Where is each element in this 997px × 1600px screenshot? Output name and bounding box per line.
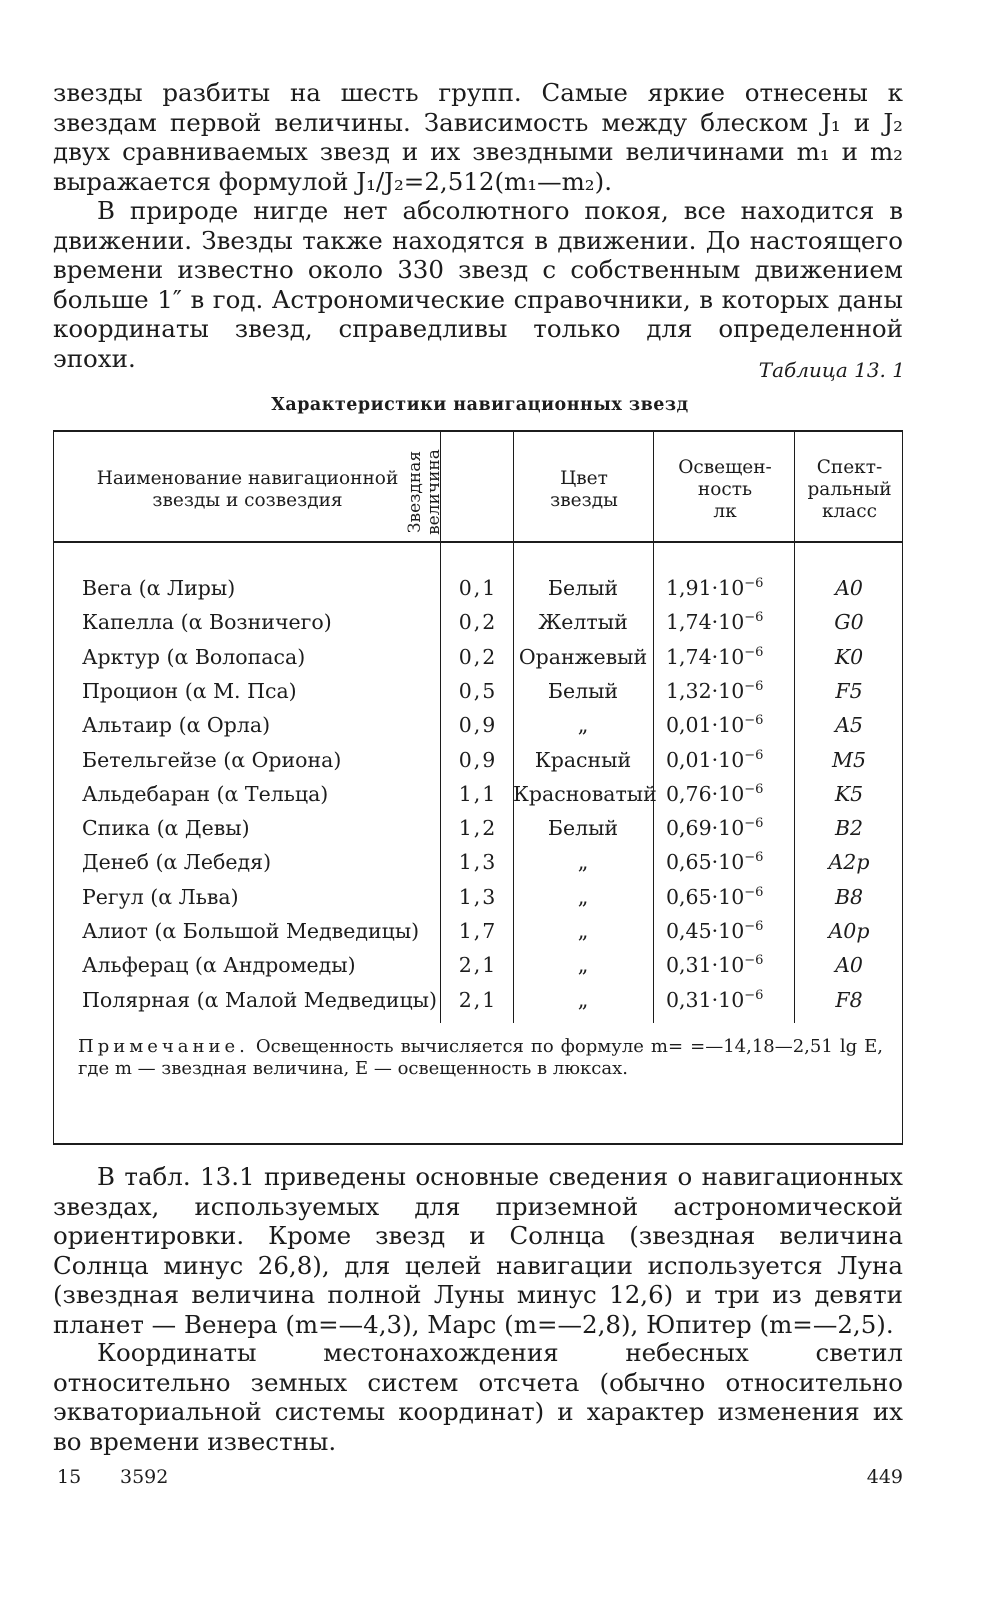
table-top-rule: [53, 430, 903, 432]
illuminance-exponent: −6: [744, 850, 764, 866]
star-name: Альдебаран (α Тельца): [82, 781, 329, 806]
star-magnitude: 0,2: [458, 610, 498, 635]
illuminance-exponent: −6: [744, 713, 764, 729]
footer-signature: 15: [57, 1466, 82, 1488]
note-text: Освещенность вычисляется по формуле m= =—14,18—2,51 lg E, где m — звездная величина, E — освещенность в люксах.: [78, 1036, 883, 1079]
footer-code: 3592: [120, 1466, 169, 1488]
spectral-class: F8: [835, 987, 863, 1012]
star-magnitude: 1,1: [458, 781, 498, 806]
illuminance-mantissa: 0,01·10: [666, 713, 745, 738]
spectral-class: K5: [834, 781, 864, 806]
header-illuminance: Освещен- ность лк: [678, 456, 772, 522]
table-row: [53, 953, 903, 987]
star-name: Бетельгейзе (α Ориона): [82, 747, 342, 772]
illuminance-exponent: −6: [744, 953, 764, 969]
star-magnitude: 2,1: [458, 987, 498, 1012]
illuminance-exponent: −6: [744, 884, 764, 900]
header-color: Цвет звезды: [550, 467, 618, 511]
illuminance-mantissa: 0,69·10: [666, 816, 745, 841]
note-label: Примечание.: [78, 1036, 249, 1057]
illuminance-mantissa: 0,65·10: [666, 850, 745, 875]
paragraph-coordinates: Координаты местонахождения небесных светил относительно земных систем отсчета (обычно относительно экваториальной системы координат) и характер изменения их во времени известны.: [53, 1338, 903, 1456]
star-illuminance: [666, 988, 763, 1012]
star-magnitude: 0,2: [458, 644, 498, 669]
illuminance-exponent: −6: [744, 747, 764, 763]
table-row: [53, 713, 903, 747]
illuminance-mantissa: 0,45·10: [666, 919, 745, 943]
star-illuminance: [666, 850, 763, 874]
table-row: [53, 645, 903, 679]
illuminance-mantissa: 1,91·10: [666, 576, 745, 600]
illuminance-mantissa: 0,01·10: [666, 747, 745, 772]
star-illuminance: [666, 645, 763, 669]
star-color: Оранжевый: [518, 644, 648, 669]
spectral-class: A5: [835, 713, 863, 738]
table-note: [78, 1036, 883, 1080]
star-color: „: [577, 713, 589, 738]
illuminance-mantissa: 1,74·10: [666, 610, 745, 635]
star-illuminance: [666, 679, 763, 703]
spectral-class: A0p: [828, 919, 870, 943]
star-illuminance: [666, 816, 763, 840]
header-spectral-class: Спект- ральный класс: [807, 456, 892, 522]
header-magnitude: Звездная величина: [405, 449, 445, 535]
illuminance-exponent: −6: [744, 781, 764, 797]
spectral-class: G0: [834, 610, 864, 635]
illuminance-exponent: −6: [744, 576, 764, 592]
header-name: Наименование навигационной звезды и созвездия: [96, 467, 399, 511]
illuminance-mantissa: 1,32·10: [666, 678, 745, 703]
star-name: Спика (α Девы): [82, 816, 250, 841]
star-illuminance: [666, 782, 763, 806]
star-name: Регул (α Льва): [82, 884, 239, 909]
star-color: Белый: [547, 576, 619, 600]
star-magnitude: 0,9: [458, 713, 498, 738]
spectral-class: A0: [835, 953, 863, 978]
star-color: „: [577, 919, 589, 943]
star-color: „: [577, 987, 589, 1012]
spectral-class: K0: [834, 644, 864, 669]
table-row: [53, 988, 903, 1022]
table-row: [53, 576, 903, 610]
table-title: Характеристики навигационных звезд: [271, 395, 689, 415]
star-name: Денеб (α Лебедя): [82, 850, 272, 875]
star-name: Алиот (α Большой Медведицы): [82, 919, 420, 943]
star-magnitude: 0,9: [458, 747, 498, 772]
star-color: „: [577, 850, 589, 875]
illuminance-exponent: −6: [744, 987, 764, 1003]
illuminance-exponent: −6: [744, 919, 764, 935]
star-color: Белый: [547, 816, 619, 841]
spectral-class: F5: [835, 678, 863, 703]
star-color: Желтый: [538, 610, 628, 635]
star-color: Красноватый: [513, 781, 657, 806]
spectral-class: B8: [834, 884, 864, 909]
star-color: Белый: [547, 678, 619, 703]
star-magnitude: 0,5: [458, 678, 498, 703]
star-illuminance: [666, 748, 763, 772]
star-magnitude: 1,3: [458, 850, 498, 875]
star-illuminance: [666, 713, 763, 737]
illuminance-mantissa: 0,65·10: [666, 884, 745, 909]
star-name: Арктур (α Волопаса): [82, 644, 306, 669]
table-bottom-rule: [53, 1143, 903, 1145]
star-magnitude: 1,3: [458, 884, 498, 909]
star-color: „: [577, 953, 589, 978]
paragraph-motion: В природе нигде нет абсолютного покоя, все находится в движении. Звезды также находятся в движении. До настоящего времени известно около 330 звезд с собственным движением больше 1″ в год. Астрономические справочники, в которых даны координаты звезд, справедливы только для определенной эпохи.: [53, 196, 903, 373]
star-name: Вега (α Лиры): [82, 576, 236, 600]
star-color: „: [577, 884, 589, 909]
star-illuminance: [666, 576, 763, 600]
paragraph-table-summary: В табл. 13.1 приведены основные сведения о навигационных звездах, используемых для приземной астрономической ориентировки. Кроме звезд и Солнца (звездная величина Солнца минус 26,8), для целей навигации используется Луна (звездная величина полной Луны минус 12,6) и три из девяти планет — Венера (m=—4,3), Марс (m=—2,8), Юпитер (m=—2,5).: [53, 1162, 903, 1339]
table-row: [53, 919, 903, 953]
star-name: Капелла (α Возничего): [82, 610, 332, 635]
spectral-class: M5: [831, 747, 867, 772]
spectral-class: B2: [834, 816, 864, 841]
star-magnitude: 1,2: [458, 816, 498, 841]
table-row: [53, 679, 903, 713]
spectral-class: A2p: [828, 850, 870, 875]
star-magnitude: 2,1: [458, 953, 498, 978]
illuminance-mantissa: 0,76·10: [666, 781, 745, 806]
spectral-class: A0: [835, 576, 863, 600]
star-name: Процион (α М. Пса): [82, 678, 297, 703]
illuminance-mantissa: 1,74·10: [666, 644, 745, 669]
illuminance-exponent: −6: [744, 816, 764, 832]
illuminance-exponent: −6: [744, 679, 764, 695]
star-magnitude: 0,1: [458, 576, 498, 600]
paragraph-intro: звезды разбиты на шесть групп. Самые яркие отнесены к звездам первой величины. Зависимость между блеском J₁ и J₂ двух сравниваемых звезд и их звездными величинами m₁ и m₂ выражается формулой J₁/J₂=2,512(m₁—m₂).: [53, 78, 903, 196]
illuminance-exponent: −6: [744, 610, 764, 626]
table-row: [53, 748, 903, 782]
star-name: Полярная (α Малой Медведицы): [82, 987, 437, 1012]
table-row: [53, 850, 903, 884]
star-name: Альферац (α Андромеды): [82, 953, 356, 978]
star-magnitude: 1,7: [458, 919, 498, 943]
illuminance-mantissa: 0,31·10: [666, 987, 745, 1012]
star-illuminance: [666, 885, 763, 909]
page-number: 449: [866, 1466, 903, 1488]
table-row: [53, 610, 903, 644]
star-illuminance: [666, 919, 763, 943]
star-illuminance: [666, 610, 763, 634]
star-illuminance: [666, 953, 763, 977]
star-color: Красный: [534, 747, 632, 772]
table-row: [53, 782, 903, 816]
table-row: [53, 885, 903, 919]
star-name: Альтаир (α Орла): [82, 713, 271, 738]
illuminance-mantissa: 0,31·10: [666, 953, 745, 978]
table-row: [53, 816, 903, 850]
illuminance-exponent: −6: [744, 644, 764, 660]
table-number: Таблица 13. 1: [758, 358, 905, 382]
